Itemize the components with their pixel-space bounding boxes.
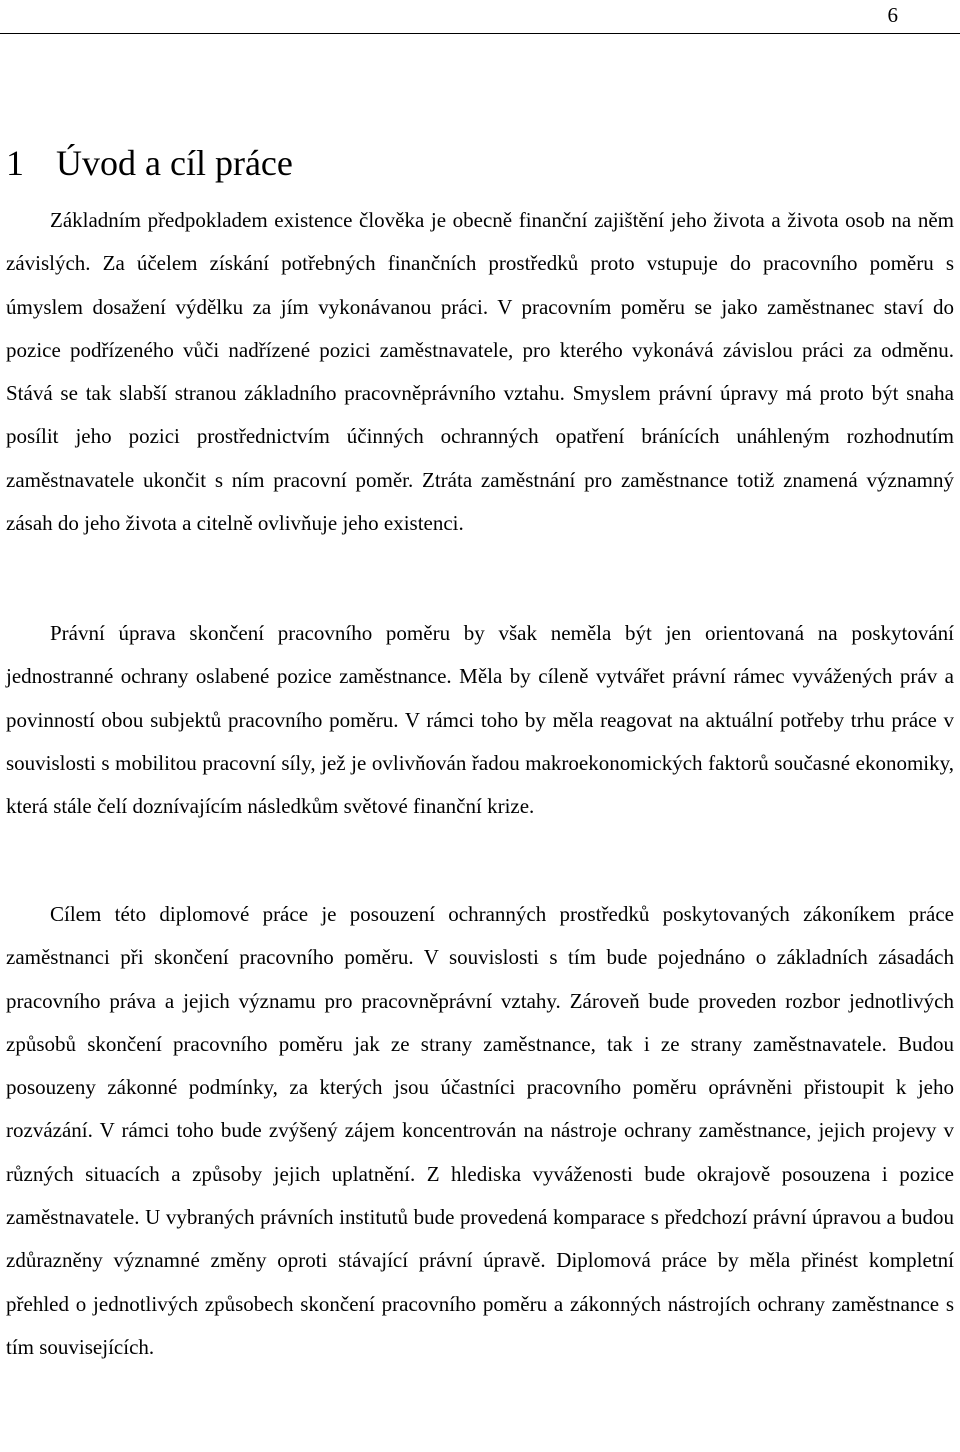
paragraph-legal-framework: Právní úprava skončení pracovního poměru by však neměla být jen orientovaná na poskytování jednostranné ochrany oslabené pozice zaměstnance. Měla by cíleně vytvářet právní rámec vyvážených práv a povinností obou subjektů pracovního poměru. V rámci toho by měla reagovat na aktuální potřeby trhu práce v souvislosti s mobilitou pracovní síly, jež je ovlivňován řadou makroekonomických faktorů současné ekonomiky, která stále čelí doznívajícím následkům světové finanční krize.	[6, 621, 954, 819]
header-divider	[0, 33, 960, 34]
chapter-title: Úvod a cíl práce	[56, 143, 293, 183]
paragraph-thesis-goal: Cílem této diplomové práce je posouzení ochranných prostředků poskytovaných zákoníkem práce zaměstnanci při skončení pracovního poměru. V souvislosti s tím bude pojednáno o základních zásadách pracovního práva a jejich významu pro pracovněprávní vztahy. Zároveň bude proveden rozbor jednotlivých způsobů skončení pracovního poměru jak ze strany zaměstnance, tak i ze strany zaměstnavatele. Budou posouzeny zákonné podmínky, za kterých jsou účastníci pracovního poměru oprávněni přistoupit k jeho rozvázání. V rámci toho bude zvýšený zájem koncentrován na nástroje ochrany zaměstnance, jejich projevy v různých situacích a způsoby jejich uplatnění. Z hlediska vyváženosti bude okrajově posouzena i pozice zaměstnavatele. U vybraných právních institutů bude provedená komparace s předchozí právní úpravou a budou zdůrazněny významné změny oproti stávající právní úpravě. Diplomová práce by měla přinést kompletní přehled o jednotlivých způsobech skončení pracovního poměru a zákonných nástrojích ochrany zaměstnance s tím souvisejících.	[6, 902, 954, 1359]
paragraph-introduction: Základním předpokladem existence člověka je obecně finanční zajištění jeho života a života osob na něm závislých. Za účelem získání potřebných finančních prostředků proto vstupuje do pracovního poměru s úmyslem dosažení výdělku za jím vykonávanou práci. V pracovním poměru se jako zaměstnanec staví do pozice podřízeného vůči nadřízené pozici zaměstnavatele, pro kterého vykonává závislou práci za odměnu. Stává se tak slabší stranou základního pracovněprávního vztahu. Smyslem právní úpravy má proto být snaha posílit jeho pozici prostřednictvím účinných ochranných opatření bránících unáhleným rozhodnutím zaměstnavatele ukončit s ním pracovní poměr. Ztráta zaměstnání pro zaměstnance totiž znamená významný zásah do jeho života a citelně ovlivňuje jeho existenci.	[6, 208, 954, 536]
chapter-heading	[6, 140, 293, 186]
page-number: 6	[887, 3, 898, 27]
chapter-number: 1	[6, 143, 24, 183]
